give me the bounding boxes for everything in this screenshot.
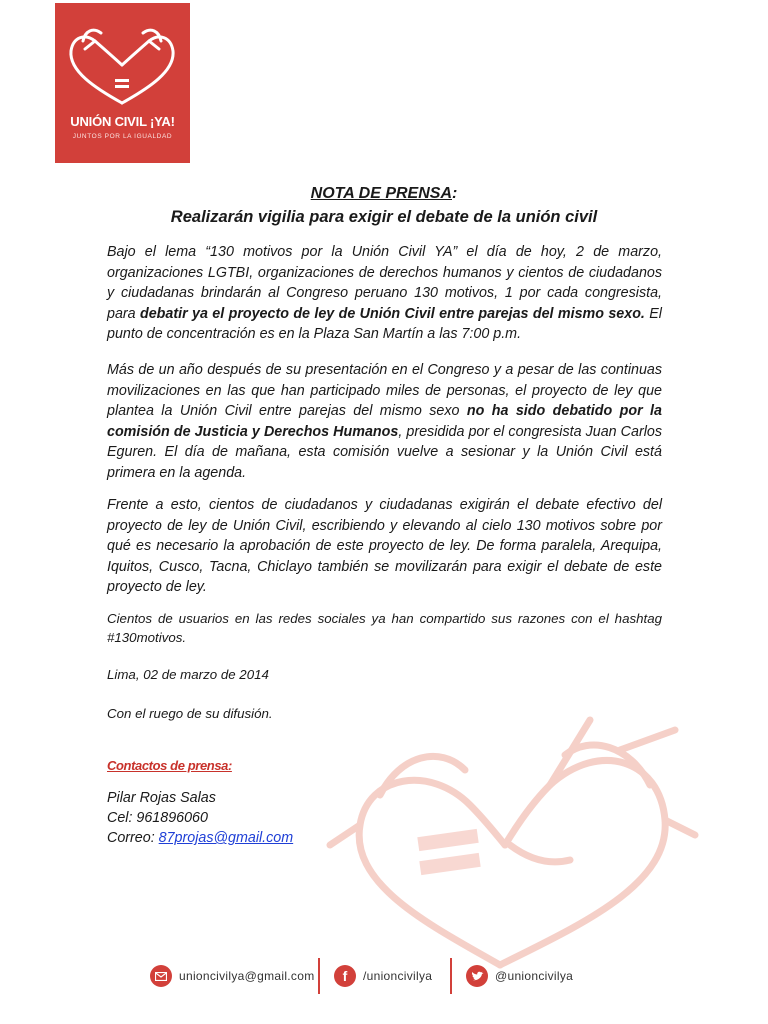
p1-text-c: El punto de concentración es en la Plaza San Martín a las 7:00 p.m. [107,305,662,342]
date-line: Lima, 02 de marzo de 2014 [107,667,269,682]
heart-hands-icon [55,3,190,113]
contact-cel: Cel: 961896060 [107,810,208,826]
facebook-icon: f [334,965,356,987]
p1-text-bold: debatir ya el proyecto de ley de Unión Civil entre parejas del mismo sexo. [139,305,645,322]
contact-name: Pilar Rojas Salas [107,790,216,806]
paragraph-4: Cientos de usuarios en las redes sociales ya han compartido sus razones con el hashtag #130motivos. [107,611,662,645]
logo [55,3,190,163]
footer-facebook-text: /unioncivilya [363,969,433,983]
logo-tagline: JUNTOS POR LA IGUALDAD [72,133,173,140]
footer-email-text: unioncivilya@gmail.com [179,969,315,983]
watermark-heart-icon [290,715,730,975]
logo-brand: UNIÓN CIVIL ¡YA! [70,114,175,129]
footer-email[interactable] [150,964,315,988]
footer-divider [450,958,452,994]
footer-facebook[interactable] [334,964,432,988]
footer [0,958,768,994]
paragraph-3: Frente a esto, cientos de ciudadanos y ciudadanas exigirán el debate efectivo del proyecto de ley de Unión Civil, escribiendo y elevando al cielo 130 motivos sobre por qué es necesario la aprobación de este proyecto de ley. De forma paralela, Arequipa, Iquitos, Cusco, Tacna, Chiclayo también se movilizarán para exigir el debate de este proyecto de ley. [107,497,662,595]
footer-twitter-text: @unioncivilya [495,969,574,983]
p2-text-bold: no ha sido debatido por la comisión de Justicia y Derechos Humanos [107,403,662,440]
heading-label-text: NOTA DE PRENSA [310,185,452,202]
footer-divider [318,958,320,994]
contact-email-line [107,830,293,846]
heading-label [0,185,768,203]
page-title: Realizarán vigilia para exigir el debate de la unión civil [170,208,598,226]
p2-text-c: , presidida por el congresista Juan Carlos Eguren. El día de mañana, esta comisión vuelve a sesionar y la Unión Civil está primera en la agenda. [107,423,662,481]
heading-colon: : [452,185,458,202]
contacts-title: Contactos de prensa: [107,758,232,773]
paragraph-2 [107,360,662,483]
twitter-icon [466,965,488,987]
footer-twitter[interactable] [466,964,573,988]
contact-email-link[interactable]: 87projas@gmail.com [158,830,294,846]
envelope-icon [150,965,172,987]
p2-text-a: Más de un año después de su presentación en el Congreso y a pesar de las continuas movilizaciones en las que han participado miles de personas, el proyecto de ley que plantea la Unión Civil entre parejas del mismo sexo [107,362,662,419]
ruego-line: Con el ruego de su difusión. [107,706,273,721]
paragraph-1 [107,242,662,345]
p1-text-a: Bajo el lema “130 motivos por la Unión Civil YA” el día de hoy, 2 de marzo, organizaciones LGTBI, organizaciones de derechos humanos y cientos de ciudadanos y ciudadanas brindarán al Congreso peruano 130 motivos, 1 por cada congresista, para [107,244,662,322]
contact-email-label: Correo: [107,830,159,846]
